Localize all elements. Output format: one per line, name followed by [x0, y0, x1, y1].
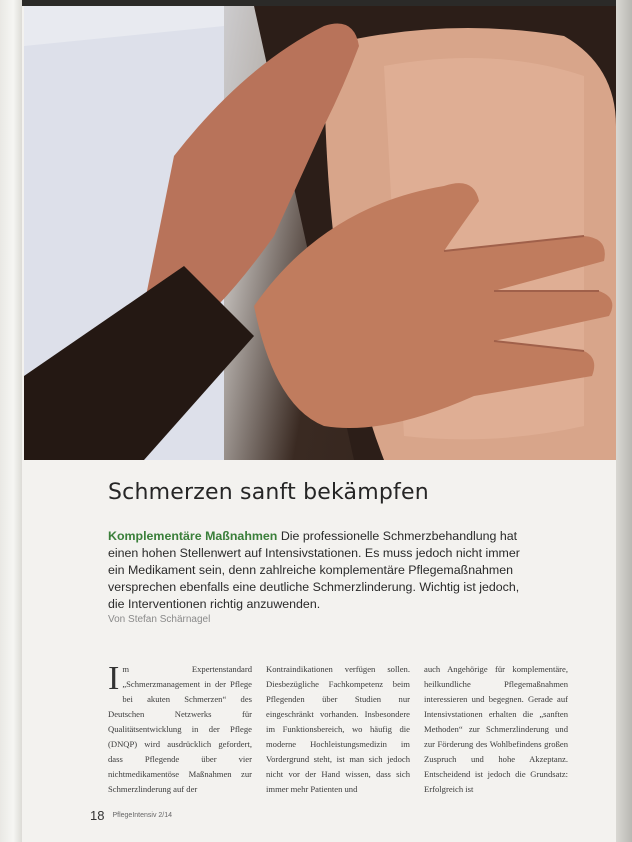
body-columns	[108, 662, 568, 797]
body-column-3: auch Angehörige für komplementäre, heilkundliche Pflegemaßnahmen interessieren und begegnen. Gerade auf Intensivstationen erhalten die „sanften Methoden“ zur Schmerzlinderung und zur Förderung des Wohlbefindens großen Zuspruch und hohe Akzeptanz. Entscheidend ist jedoch die Grundsatz: Erfolgreich ist	[424, 664, 568, 794]
page-footer	[90, 808, 172, 823]
page-number: 18	[90, 808, 105, 823]
scan-edge-right	[616, 0, 632, 842]
author-byline: Von Stefan Schärnagel	[108, 614, 211, 625]
lead-text: Die professionelle Schmerzbehandlung hat einen hohen Stellenwert auf Intensivstationen. Es muss jedoch nicht immer ein Medikament sein, denn zahlreiche komplementäre Pflegemaßnahmen versprechen ebenfalls eine deutliche Schmerzlinderung. Wichtig ist jedoch, die Interventionen richtig anzuwenden.	[108, 529, 520, 611]
massage-illustration	[24, 6, 616, 460]
article-lead	[108, 528, 528, 613]
body-column-2: Kontraindikationen verfügen sollen. Diesbezügliche Fachkompetenz beim Pflegenden über Studien nur eingeschränkt vorhanden. Insbesondere im Funktionsbereich, wo häufig die moderne Hochleistungsmedizin im Vordergrund steht, ist man sich jedoch nicht vor der Hand wissen, dass sich immer mehr Patienten und	[266, 664, 410, 794]
massage-photo	[24, 6, 616, 460]
scan-edge-left	[0, 0, 22, 842]
drop-cap: I	[108, 660, 120, 697]
magazine-name: PflegeIntensiv 2/14	[112, 812, 173, 819]
article-title: Schmerzen sanft bekämpfen	[108, 480, 429, 505]
body-column-1	[108, 662, 252, 797]
body-column-1-text: m Expertenstandard „Schmerzmanagement in der Pflege bei akuten Schmerzen“ des Deutschen Netzwerks für Qualitätsentwicklung in der Pflege (DNQP) wird ausdrücklich gefordert, dass Pflegende über vier nichtmedikamentöse Maßnahmen zur Schmerzlinderung auf der	[108, 664, 252, 794]
lead-kicker: Komplementäre Maßnahmen	[108, 529, 278, 543]
